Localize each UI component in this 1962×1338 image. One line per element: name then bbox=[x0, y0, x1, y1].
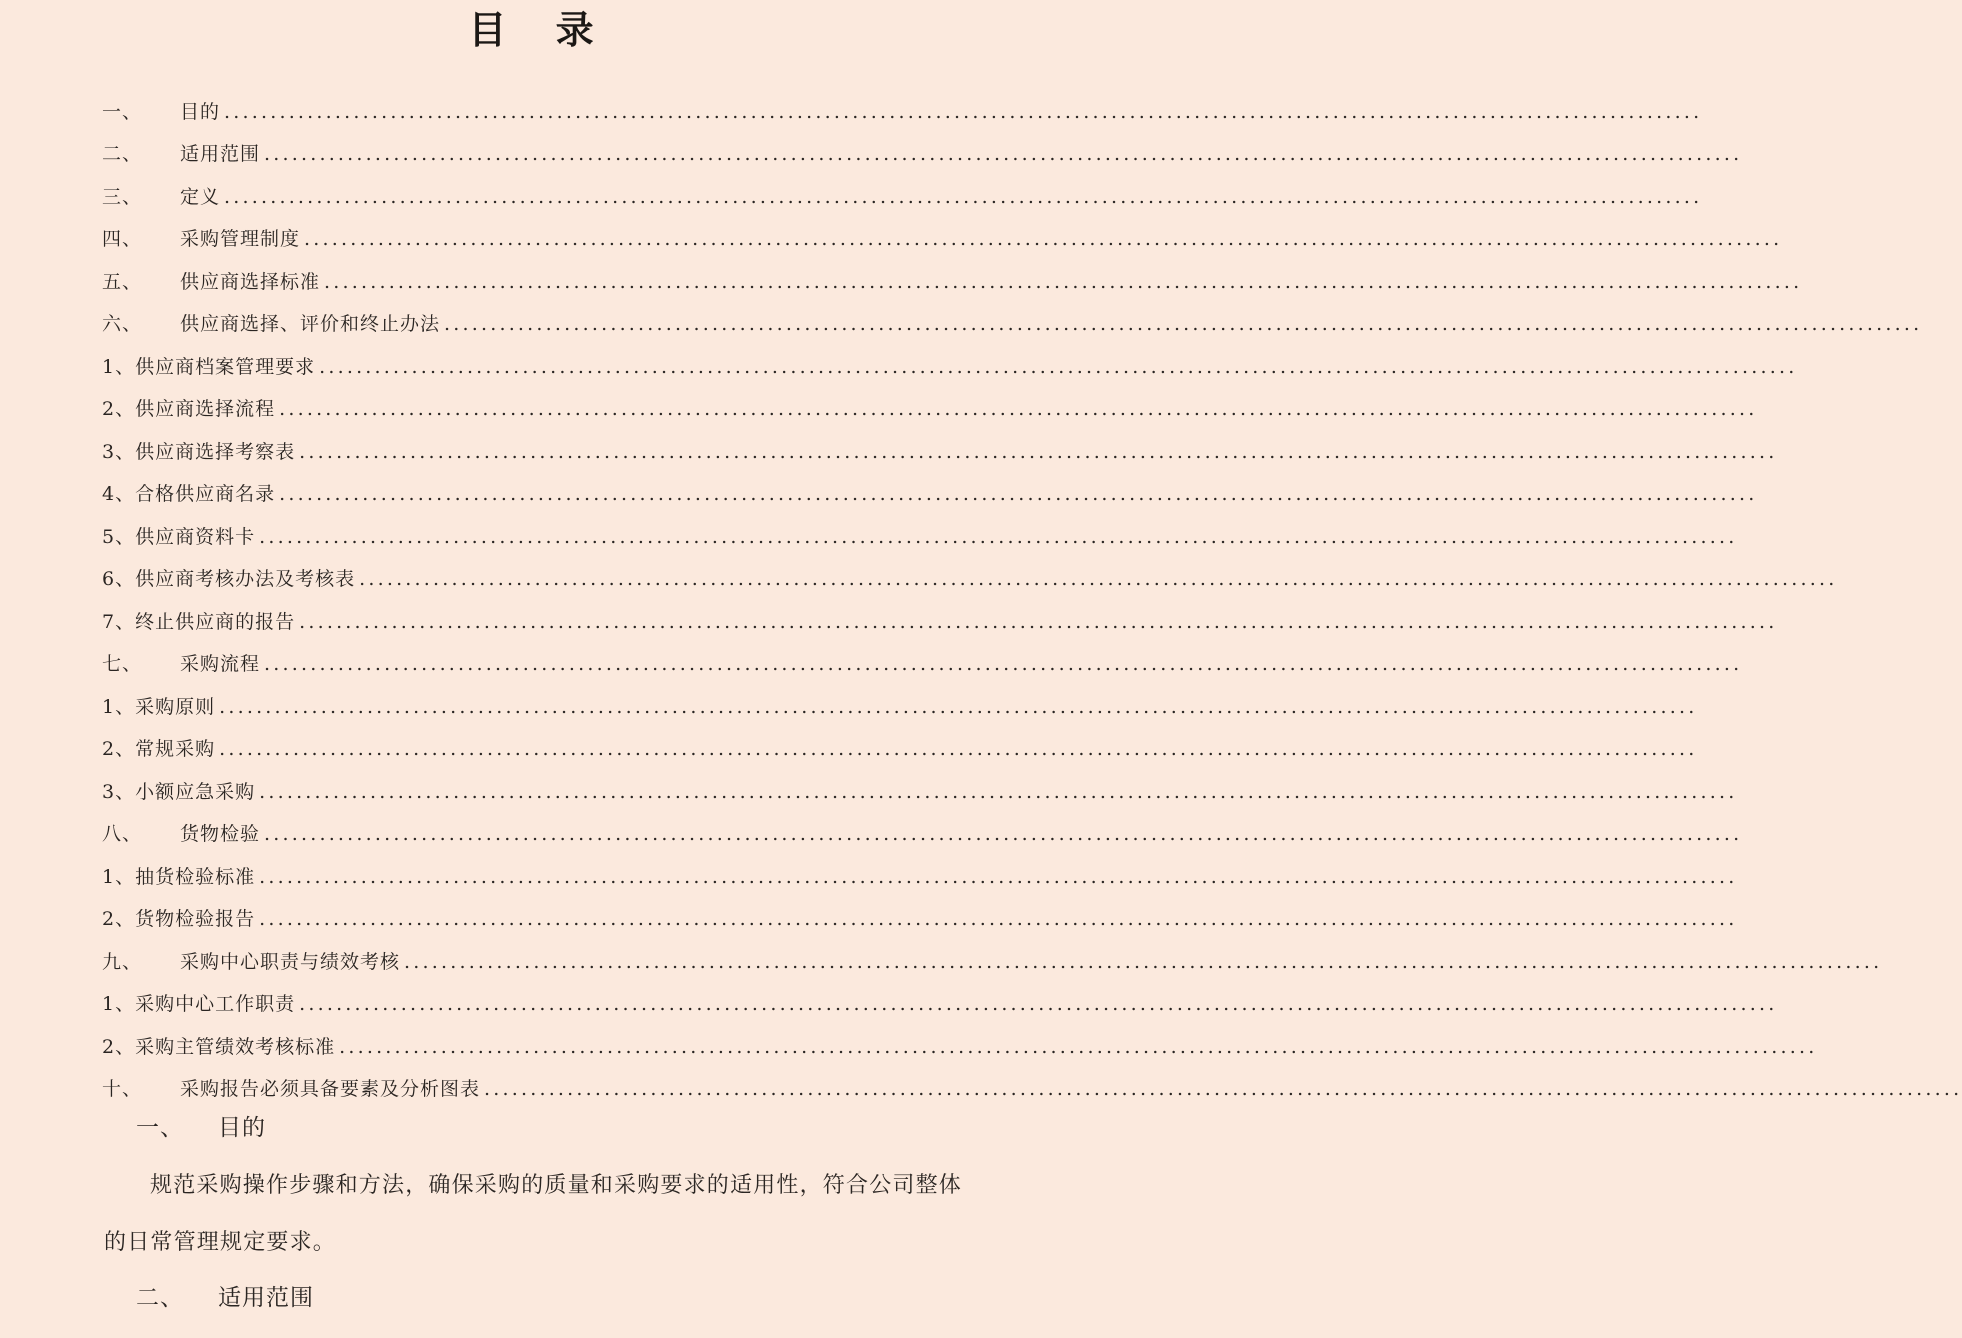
toc-dot-leader: ................................................................................................................................................................ bbox=[359, 568, 1838, 590]
toc-entry[interactable] bbox=[102, 932, 1883, 975]
toc-entry[interactable] bbox=[102, 295, 1923, 338]
toc-entry[interactable] bbox=[102, 507, 1738, 550]
toc-entry-title: 采购中心工作职责 bbox=[135, 993, 296, 1015]
toc-entry-title: 适用范围 bbox=[180, 143, 261, 165]
toc-entry-number: 5、 bbox=[102, 525, 136, 548]
toc-dot-leader: ................................................................................................................................................................ bbox=[264, 143, 1743, 165]
toc-entry[interactable] bbox=[102, 465, 1758, 508]
toc-entry[interactable] bbox=[102, 1060, 1962, 1103]
toc-dot-leader: ................................................................................................................................................................ bbox=[259, 780, 1738, 803]
toc-entry-number: 4、 bbox=[102, 483, 136, 505]
toc-dot-leader: ................................................................................................................................................................ bbox=[219, 695, 1698, 718]
section-number: 一、 bbox=[136, 1115, 184, 1141]
toc-entry[interactable] bbox=[102, 805, 1743, 848]
toc-entry[interactable] bbox=[102, 252, 1803, 295]
toc-entry-number: 四、 bbox=[102, 228, 143, 250]
toc-entry-number: 2、 bbox=[102, 738, 136, 760]
toc-dot-leader: ................................................................................................................................................................ bbox=[224, 185, 1703, 208]
toc-entry-number: 2、 bbox=[102, 908, 136, 930]
toc-entry-number: 九、 bbox=[102, 950, 143, 973]
toc-entry-number: 二、 bbox=[102, 143, 143, 165]
toc-dot-leader: ................................................................................................................................................................ bbox=[304, 228, 1783, 250]
toc-entry-title: 供应商选择、评价和终止办法 bbox=[180, 313, 441, 335]
toc-dot-leader: ................................................................................................................................................................ bbox=[319, 355, 1798, 378]
toc-entry[interactable] bbox=[102, 975, 1778, 1018]
toc-entry[interactable] bbox=[102, 125, 1743, 168]
page-title: 目 录 bbox=[468, 8, 612, 52]
toc-entry-title: 供应商选择考察表 bbox=[135, 440, 296, 463]
toc-dot-leader: ................................................................................................................................................................ bbox=[339, 1035, 1818, 1058]
toc-entry[interactable] bbox=[102, 762, 1738, 805]
toc-entry-title: 目的 bbox=[180, 100, 221, 123]
section-number: 二、 bbox=[136, 1285, 184, 1311]
toc-entry-number: 五、 bbox=[102, 270, 143, 293]
toc-entry[interactable] bbox=[102, 167, 1703, 210]
toc-entry-title: 小额应急采购 bbox=[135, 780, 256, 803]
toc-entry-title: 采购中心职责与绩效考核 bbox=[180, 950, 401, 973]
toc-entry-title: 采购原则 bbox=[135, 695, 216, 718]
toc-entry[interactable] bbox=[102, 635, 1743, 678]
toc-entry-number: 六、 bbox=[102, 313, 143, 335]
toc-dot-leader: ................................................................................................................................................................ bbox=[264, 823, 1743, 845]
toc-entry-title: 采购报告必须具备要素及分析图表 bbox=[180, 1078, 481, 1100]
toc-dot-leader: ................................................................................................................................................................ bbox=[299, 993, 1778, 1015]
toc-dot-leader: ................................................................................................................................................................ bbox=[224, 100, 1703, 123]
toc-entry[interactable] bbox=[102, 720, 1698, 763]
toc-entry-number: 7、 bbox=[102, 610, 136, 633]
toc-entry-number: 3、 bbox=[102, 440, 136, 463]
toc-dot-leader: ................................................................................................................................................................ bbox=[404, 950, 1883, 973]
toc-dot-leader: ................................................................................................................................................................ bbox=[324, 270, 1803, 293]
table-of-contents bbox=[102, 82, 1962, 1102]
toc-entry-number: 2、 bbox=[102, 1035, 136, 1058]
toc-entry-title: 定义 bbox=[180, 185, 221, 208]
toc-dot-leader: ................................................................................................................................................................ bbox=[259, 908, 1738, 930]
toc-entry-number: 1、 bbox=[102, 695, 136, 718]
toc-dot-leader: ................................................................................................................................................................ bbox=[299, 440, 1778, 463]
toc-entry-title: 供应商考核办法及考核表 bbox=[135, 568, 356, 590]
toc-entry-number: 八、 bbox=[102, 823, 143, 845]
toc-entry[interactable] bbox=[102, 82, 1703, 125]
toc-entry[interactable] bbox=[102, 337, 1798, 380]
toc-entry-title: 货物检验 bbox=[180, 823, 261, 845]
toc-entry-number: 2、 bbox=[102, 398, 136, 420]
toc-entry-number: 1、 bbox=[102, 993, 136, 1015]
toc-dot-leader: ................................................................................................................................................................ bbox=[264, 653, 1743, 675]
toc-entry[interactable] bbox=[102, 1017, 1818, 1060]
toc-entry-title: 采购主管绩效考核标准 bbox=[135, 1035, 336, 1058]
toc-entry-title: 终止供应商的报告 bbox=[135, 610, 296, 633]
section-title: 适用范围 bbox=[218, 1285, 314, 1311]
toc-entry-title: 供应商选择标准 bbox=[180, 270, 321, 293]
toc-entry-title: 合格供应商名录 bbox=[135, 483, 276, 505]
toc-entry-number: 七、 bbox=[102, 653, 143, 675]
toc-entry-number: 三、 bbox=[102, 185, 143, 208]
toc-dot-leader: ................................................................................................................................................................ bbox=[259, 525, 1738, 548]
toc-entry-title: 采购流程 bbox=[180, 653, 261, 675]
toc-entry[interactable] bbox=[102, 890, 1738, 933]
toc-dot-leader: ................................................................................................................................................................ bbox=[219, 738, 1698, 760]
section-heading-purpose bbox=[136, 1113, 266, 1143]
toc-dot-leader: ................................................................................................................................................................ bbox=[299, 610, 1778, 633]
toc-entry-number: 一、 bbox=[102, 100, 143, 123]
toc-entry[interactable] bbox=[102, 550, 1838, 593]
toc-entry-title: 抽货检验标准 bbox=[135, 865, 256, 888]
toc-entry-title: 常规采购 bbox=[135, 738, 216, 760]
toc-dot-leader: ................................................................................................................................................................ bbox=[444, 313, 1923, 335]
toc-dot-leader: ................................................................................................................................................................ bbox=[259, 865, 1738, 888]
toc-entry-number: 1、 bbox=[102, 355, 136, 378]
toc-entry-title: 货物检验报告 bbox=[135, 908, 256, 930]
toc-entry[interactable] bbox=[102, 592, 1778, 635]
toc-dot-leader: ................................................................................................................................................................ bbox=[279, 483, 1758, 505]
toc-entry-title: 供应商选择流程 bbox=[135, 398, 276, 420]
toc-entry-number: 3、 bbox=[102, 780, 136, 803]
toc-entry[interactable] bbox=[102, 677, 1698, 720]
toc-entry[interactable] bbox=[102, 210, 1783, 253]
toc-entry-number: 十、 bbox=[102, 1078, 143, 1100]
toc-entry-title: 采购管理制度 bbox=[180, 228, 301, 250]
section-heading-scope bbox=[136, 1283, 314, 1313]
toc-dot-leader: ................................................................................................................................................................ bbox=[279, 398, 1758, 420]
toc-entry-number: 6、 bbox=[102, 568, 136, 590]
toc-entry[interactable] bbox=[102, 380, 1758, 423]
toc-entry[interactable] bbox=[102, 422, 1778, 465]
section-paragraph-purpose: 规范采购操作步骤和方法，确保采购的质量和采购要求的适用性，符合公司整体的日常管理规定要求。 bbox=[104, 1173, 963, 1255]
toc-dot-leader: ................................................................................................................................................................ bbox=[484, 1078, 1962, 1100]
toc-entry-number: 1、 bbox=[102, 865, 136, 888]
toc-entry-title: 供应商档案管理要求 bbox=[135, 355, 316, 378]
section-title: 目的 bbox=[218, 1115, 266, 1141]
toc-entry-title: 供应商资料卡 bbox=[135, 525, 256, 548]
toc-entry[interactable] bbox=[102, 847, 1738, 890]
